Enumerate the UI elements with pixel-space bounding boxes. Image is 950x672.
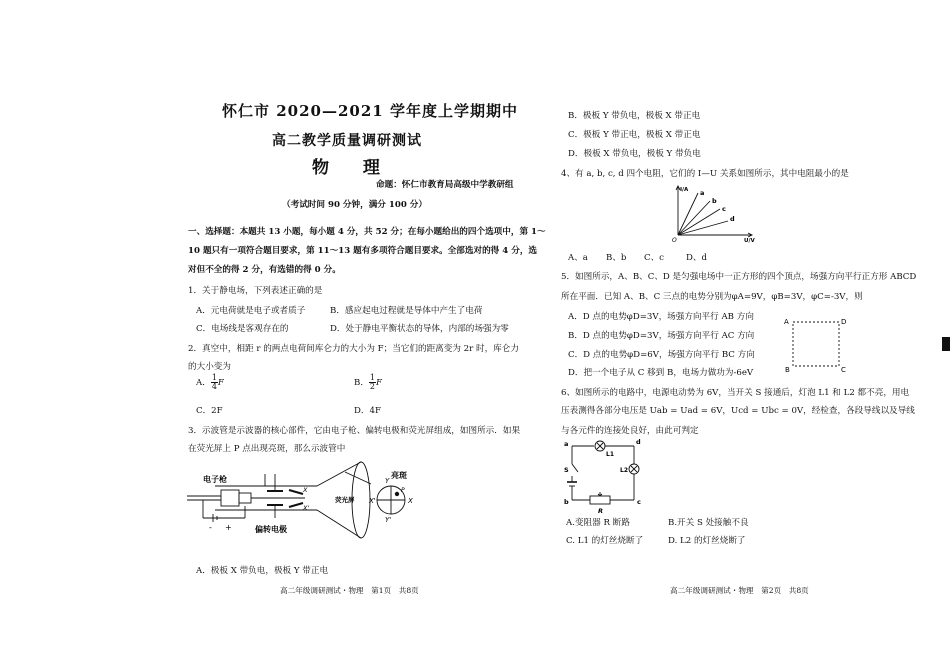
question-6-line2: 压表测得各部分电压是 Uab = Uad = 6V，Ucd = Ubc = 0V，经检查，各段导线以及导线 [561,406,915,416]
q6-option-b: B.开关 S 处接触不良 [668,518,749,528]
author-line: 命题：怀仁市教育局高级中学教研组 [376,180,514,190]
q2b-variable: F [376,378,382,388]
line-label-d: d [730,215,735,223]
label-x-prime-plate: X' [303,504,310,512]
q2-option-d: D．4F [354,406,381,416]
vertex-a: A [784,318,789,326]
vertex-b: B [785,366,790,374]
q2a-numerator: 1 [211,373,217,382]
axis-label-i: I/A [680,187,689,193]
question-4: 4、有 a, b, c, d 四个电阻，它们的 I—U 关系如图所示，其中电阻最小的是 [561,169,849,179]
left-page-footer: 高二年级调研测试・物理 第1页 共8页 [280,586,419,595]
q3-option-a: A．极板 X 带负电，极板 Y 带正电 [196,566,329,576]
question-3-line2: 在荧光屏上 P 点出现亮斑，那么示波管中 [188,444,346,454]
line-label-a: a [700,189,705,197]
label-electron-gun: 电子枪 [203,475,227,484]
exam-info: （考试时间 90 分钟，满分 100 分） [282,200,427,210]
q2b-numerator: 1 [369,373,376,382]
line-label-b: b [712,197,717,205]
q3-option-b: B．极板 Y 带负电，极板 X 带正电 [568,111,701,121]
q5-option-b: B．D 点的电势φD=3V，场强方向平行 AC 方向 [568,331,755,341]
node-b: b [564,498,569,506]
exam-title: 怀仁市 2020—2021 学年度上学期期中 [222,102,518,120]
q6-option-c: C. L1 的灯丝烧断了 [566,536,644,546]
question-5-line2: 所在平面．已知 A、B、C 三点的电势分别为φA=9V，φB=3V，φC=-3V，则 [561,292,863,302]
q3-option-d: D．极板 X 带负电，极板 Y 带负电 [568,149,701,159]
lamp-l1-label: L1 [606,451,614,458]
q2-option-c: C．2F [196,406,223,416]
label-bright-spot: 亮斑 [391,471,407,480]
label-y: Y [385,477,390,485]
vertex-d: D [841,318,847,326]
lamp-l2-label: L2 [620,467,628,474]
node-a: a [564,440,569,448]
q4-option-a: A、a [568,253,588,263]
section-instructions-line2: 10 题只有一项符合题目要求，第 11～13 题有多项符合题目要求。全部选对的得 4 分，选 [188,246,538,256]
section-instructions-line1: 一、选择题：本题共 13 小题，每小题 4 分，共 52 分；在每小题给出的四个选项中，第 1～ [188,227,546,237]
square-abcd-figure [784,314,850,374]
label-y-prime: Y' [385,516,392,524]
label-minus: - [209,523,212,532]
q4-option-d: D、d [686,253,707,263]
right-page-footer: 高二年级调研测试・物理 第2页 共8页 [670,586,809,595]
question-2-line2: 的大小变为 [188,362,231,372]
node-d: d [636,438,641,446]
q2-option-b [354,374,382,391]
q2a-variable: F [217,378,224,388]
circuit-figure [562,438,652,514]
rheostat-label: R [598,507,604,514]
q2-option-b-fraction [369,374,376,391]
subject-title: 物 理 [312,158,394,178]
label-x-prime: X' [369,497,376,505]
q6-option-d: D. L2 的灯丝烧断了 [668,536,746,546]
node-c: c [637,498,641,506]
label-plus: + [225,523,232,532]
q4-option-b: B、b [606,253,627,263]
exam-subtitle: 高二教学质量调研测试 [272,133,422,149]
question-5-line1: 5．如图所示，A、B、C、D 是匀强电场中一正方形的四个顶点，场强方向平行正方形 ABCD [561,272,917,282]
label-x: X [408,497,413,505]
switch-label: S [564,466,569,474]
edge-marker [942,337,950,351]
origin-label: O [672,237,677,243]
section-instructions-line3: 对但不全的得 2 分，有选错的得 0 分。 [188,265,341,275]
q2a-denominator: 4 [211,382,217,391]
q6-option-a: A.变阻器 R 断路 [566,518,630,528]
axis-label-u: U/V [744,238,755,243]
q2-option-a-fraction [211,374,218,391]
q4-option-c: C、c [644,253,664,263]
question-6-line1: 6、如图所示的电路中，电源电动势为 6V，当开关 S 接通后，灯泡 L1 和 L2 都不亮，用电 [561,388,910,398]
q2-option-a [196,374,224,391]
question-6-line3: 与各元件的连接处良好，由此可判定 [561,426,699,436]
label-screen: 荧光屏 [335,496,355,504]
q2-option-a-label: A． [196,378,211,388]
question-2-line1: 2．真空中，相距 r 的两点电荷间库仑力的大小为 F；当它们的距离变为 2r 时，库仑力 [188,344,519,354]
question-1: 1．关于静电场，下列表述正确的是 [188,286,323,296]
q5-option-d: D．把一个电子从 C 移到 B，电场力做功为-6eV [568,368,754,378]
iu-graph [670,183,760,243]
vertex-c: C [841,366,846,374]
q5-option-c: C．D 点的电势φD=6V，场强方向平行 BC 方向 [568,350,755,360]
q2-option-b-label: B． [354,378,369,388]
q1-option-a: A．元电荷就是电子或者质子 [196,306,306,316]
q1-option-c: C．电场线是客观存在的 [196,324,289,334]
label-x-plate: X [303,486,308,494]
q3-option-c: C．极板 Y 带正电，极板 X 带正电 [568,130,701,140]
q1-option-d: D．处于静电平衡状态的导体，内部的场强为零 [330,324,509,334]
question-3-line1: 3．示波管是示波器的核心部件，它由电子枪、偏转电极和荧光屏组成，如图所示．如果 [188,426,521,436]
label-p: P [401,487,405,494]
oscilloscope-figure [185,460,430,558]
label-deflection-electrode: 偏转电极 [255,525,287,534]
q5-option-a: A．D 点的电势φD=3V，场强方向平行 AB 方向 [568,312,754,322]
q2b-denominator: 2 [369,382,376,391]
line-label-c: c [722,205,726,213]
q1-option-b: B．感应起电过程就是导体中产生了电荷 [330,306,483,316]
